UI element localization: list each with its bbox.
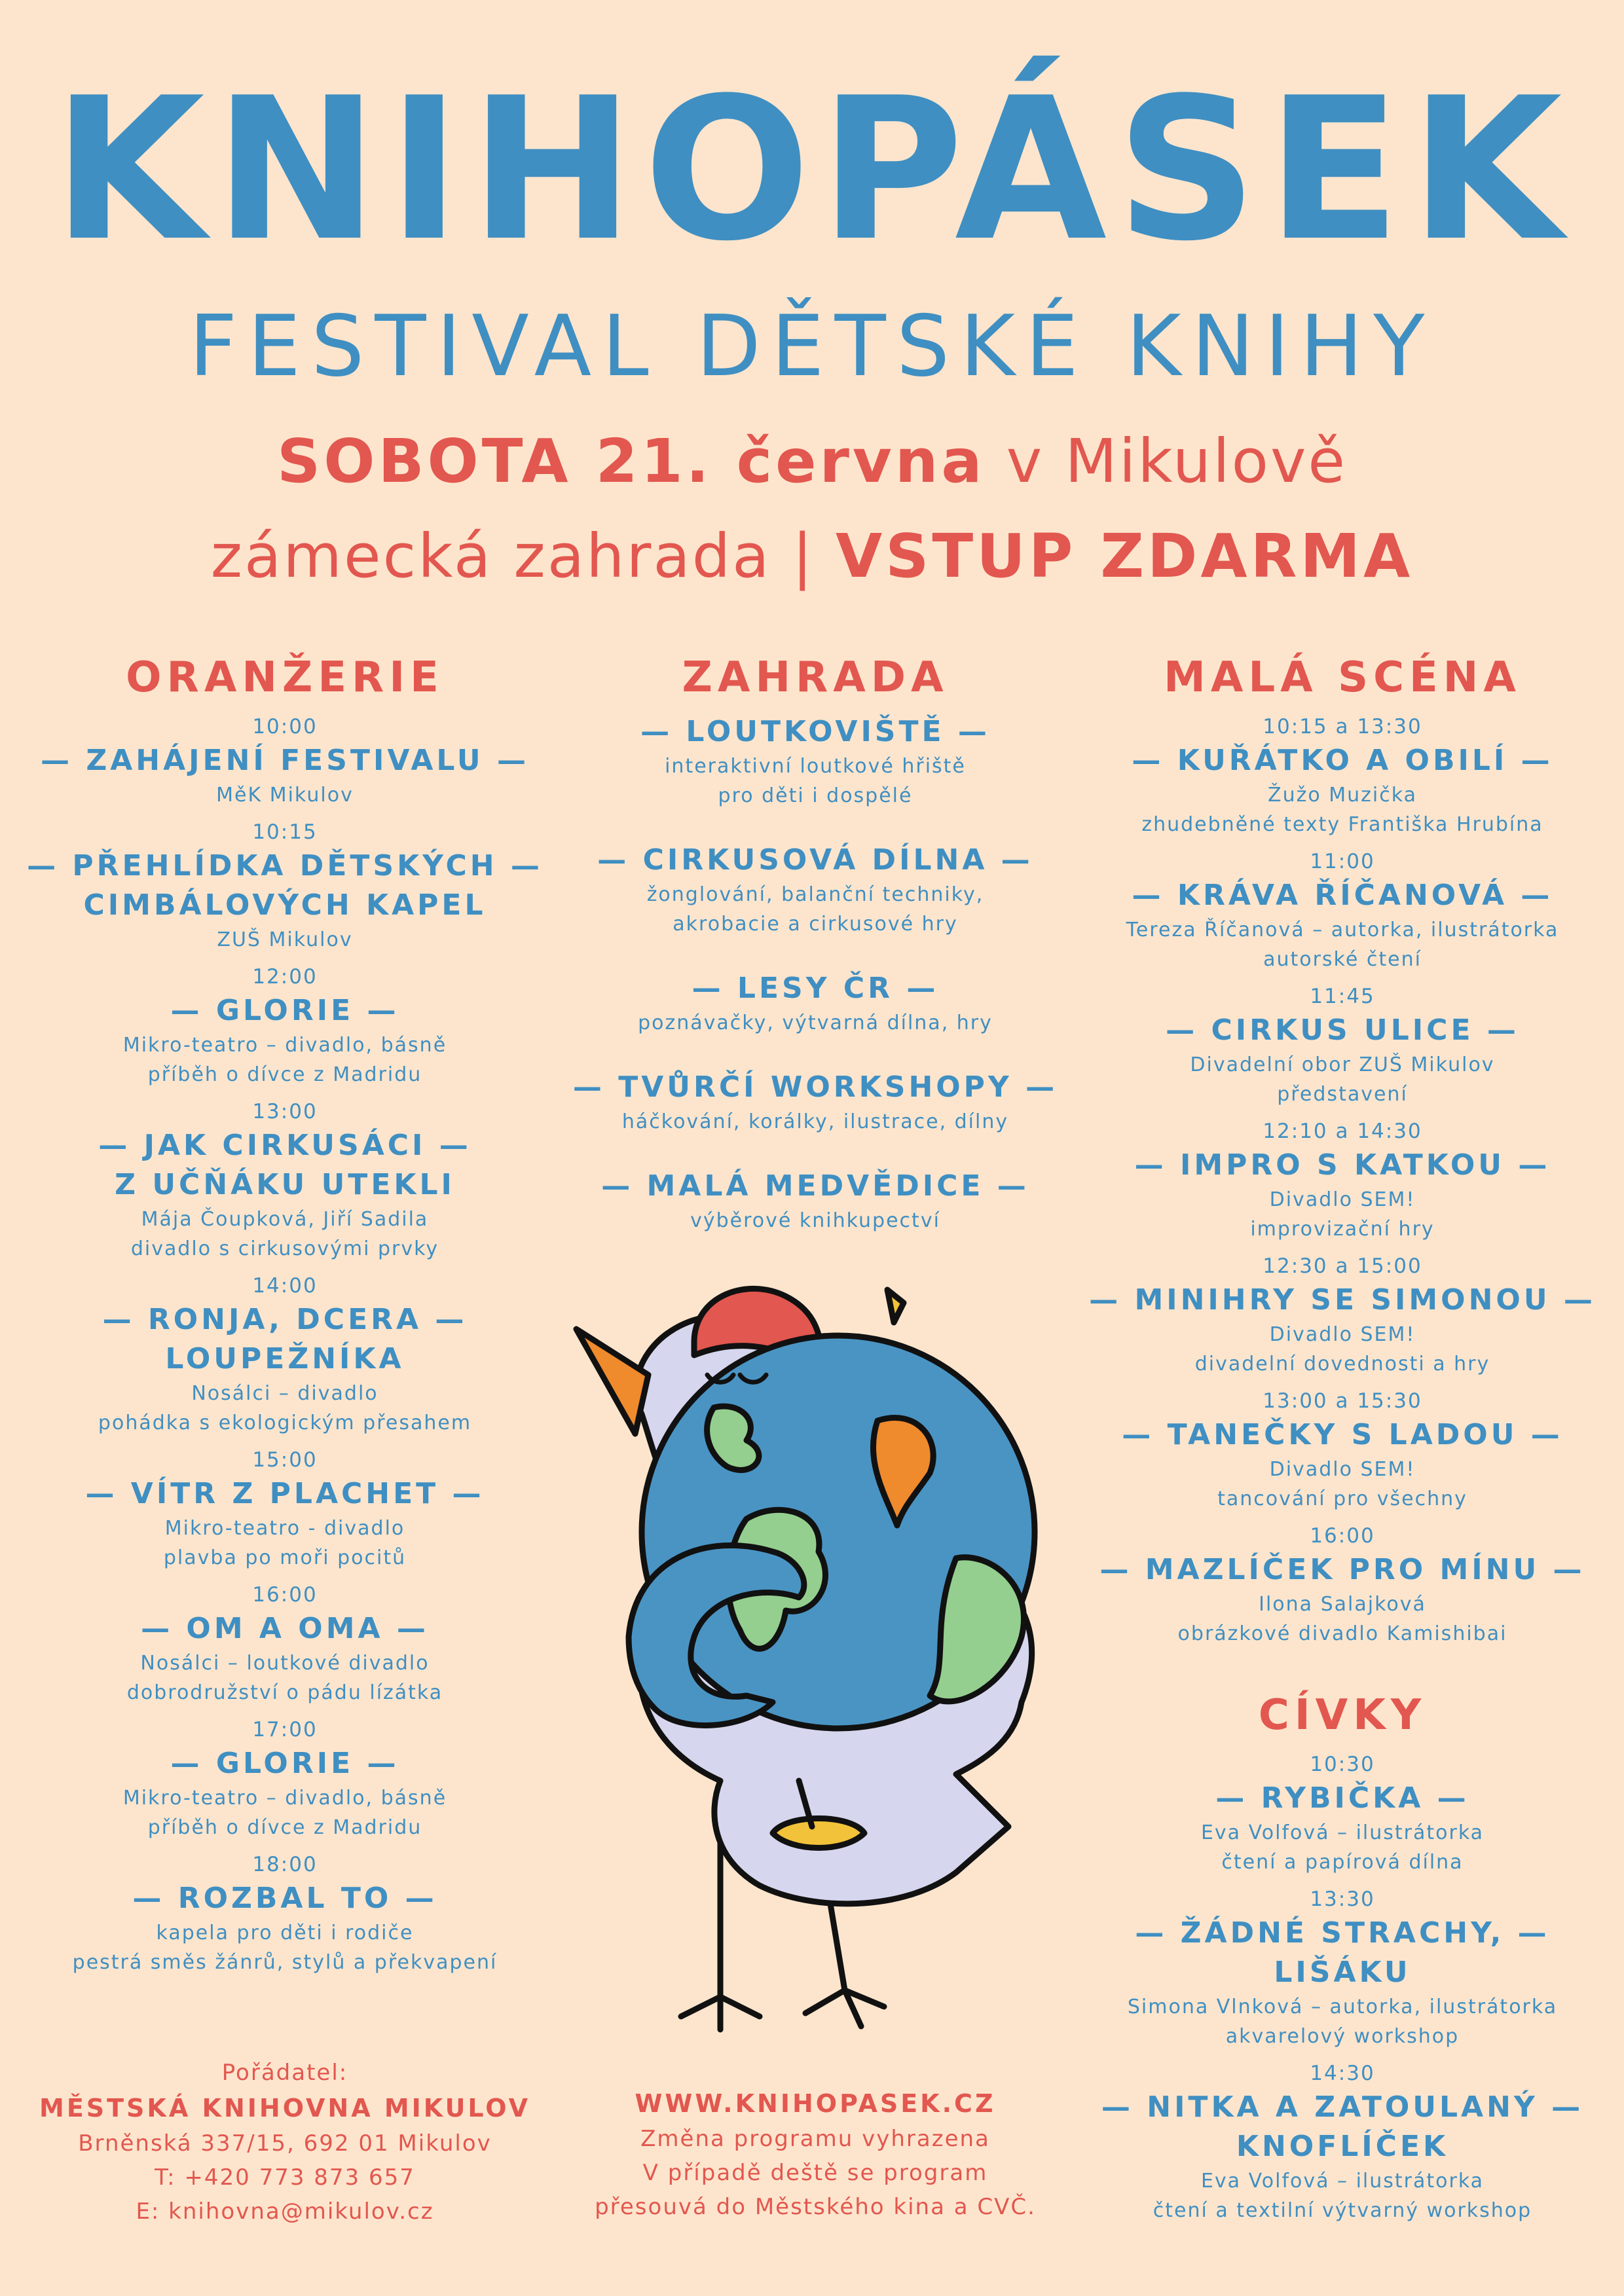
- event-description: plavba po moři pocitů: [163, 1546, 407, 1569]
- program-event: [26, 1446, 544, 1573]
- program-zahrada: [550, 648, 1080, 1266]
- organizer-phone: T: +420 773 873 657: [155, 2164, 415, 2191]
- event-description: Simona Vlnková – autorka, ilustrátorka: [1127, 1995, 1558, 2018]
- event-description: Divadelní obor ZUŠ Mikulov: [1190, 1053, 1495, 1076]
- rain-note: V případě deště se program: [642, 2160, 988, 2186]
- program-event: [26, 962, 544, 1089]
- event-name: — LESY ČR —: [692, 972, 939, 1005]
- info-block: [550, 2085, 1080, 2224]
- program-event: [26, 1097, 544, 1264]
- bird-globe-illustration: [563, 1244, 1087, 2062]
- program-event: [1087, 2059, 1598, 2225]
- event-name: — CIRKUS ULICE —: [1166, 1013, 1519, 1047]
- event-time: 10:15: [252, 820, 318, 844]
- program-event: [1087, 1885, 1598, 2051]
- event-time: 12:00: [252, 965, 318, 989]
- rain-venue-note: přesouvá do Městského kina a CVČ.: [595, 2194, 1036, 2220]
- event-description: Mikro-teatro - divadlo: [164, 1517, 405, 1540]
- event-description: háčkování, korálky, ilustrace, dílny: [621, 1110, 1009, 1133]
- event-description: příběh o dívce z Madridu: [147, 1816, 422, 1839]
- event-time: 13:00: [252, 1100, 318, 1123]
- event-description: Eva Volfová – ilustrátorka: [1200, 2170, 1485, 2193]
- event-description: Eva Volfová – ilustrátorka: [1200, 1821, 1485, 1844]
- event-description: žonglování, balanční techniky,: [646, 883, 984, 906]
- event-time: 10:15 a 13:30: [1263, 715, 1422, 738]
- event-time: 14:00: [252, 1274, 318, 1298]
- program-event: [26, 1850, 544, 1977]
- program-event: [1087, 847, 1598, 974]
- event-description: pestrá směs žánrů, stylů a překvapení: [72, 1951, 498, 1974]
- event-time: 12:10 a 14:30: [1263, 1120, 1422, 1143]
- event-description: ZUŠ Mikulov: [217, 928, 353, 951]
- program-event: [1087, 1387, 1598, 1514]
- event-name: — TANEČKY S LADOU —: [1122, 1418, 1563, 1451]
- program-event: [1087, 1522, 1598, 1649]
- event-time: 13:30: [1310, 1887, 1375, 1911]
- program-event: [550, 712, 1080, 811]
- program-event: [550, 1068, 1080, 1137]
- event-time: 15:00: [252, 1448, 318, 1472]
- section-heading: ORANŽERIE: [126, 653, 444, 702]
- event-description: Mikro-teatro – divadlo, básně: [122, 1034, 447, 1057]
- event-description: Žužo Muzička: [1268, 784, 1417, 807]
- event-name: — PŘEHLÍDKA DĚTSKÝCH — CIMBÁLOVÝCH KAPEL: [27, 849, 543, 922]
- event-name: — KRÁVA ŘÍČANOVÁ —: [1132, 879, 1553, 912]
- event-name: — ŽÁDNÉ STRACHY, — LIŠÁKU: [1135, 1916, 1550, 1989]
- event-name: — JAK CIRKUSÁCI — Z UČŇÁKU UTEKLI: [98, 1129, 471, 1201]
- event-description: poznávačky, výtvarná dílna, hry: [638, 1011, 993, 1034]
- event-description: Divadlo SEM!: [1269, 1188, 1416, 1211]
- event-name: — GLORIE —: [170, 1747, 399, 1780]
- event-time: 17:00: [252, 1718, 318, 1741]
- event-description: divadlo s cirkusovými prvky: [130, 1237, 439, 1260]
- event-description: čtení a textilní výtvarný workshop: [1153, 2199, 1532, 2222]
- event-time: 11:00: [1310, 850, 1375, 873]
- event-time: 11:45: [1310, 985, 1375, 1008]
- event-description: dobrodružství o pádu lízátka: [126, 1681, 443, 1704]
- event-description: tancování pro všechny: [1217, 1487, 1467, 1510]
- program-event: [26, 1271, 544, 1438]
- website-link[interactable]: WWW.KNIHOPASEK.CZ: [635, 2089, 996, 2118]
- event-name: — CIRKUSOVÁ DÍLNA —: [597, 843, 1033, 877]
- event-description: Mikro-teatro – divadlo, básně: [122, 1787, 447, 1810]
- event-description: zhudebněné texty Františka Hrubína: [1141, 813, 1543, 836]
- event-description: Divadlo SEM!: [1269, 1323, 1416, 1346]
- event-description: kapela pro děti i rodiče: [156, 1922, 414, 1944]
- event-description: příběh o dívce z Madridu: [147, 1063, 422, 1086]
- program-event: [1087, 982, 1598, 1109]
- event-description: výběrové knihkupectví: [690, 1209, 940, 1232]
- event-name: — MAZLÍČEK PRO MÍNU —: [1099, 1553, 1585, 1586]
- event-name: — LOUTKOVIŠTĚ —: [640, 715, 990, 748]
- event-description: Nosálci – divadlo: [191, 1382, 378, 1405]
- organizer-name: MĚSTSKÁ KNIHOVNA MIKULOV: [39, 2094, 530, 2123]
- event-description: improvizační hry: [1250, 1218, 1435, 1241]
- event-description: obrázkové divadlo Kamishibai: [1177, 1622, 1507, 1645]
- event-description: Divadlo SEM!: [1269, 1458, 1416, 1481]
- event-description: akvarelový workshop: [1225, 2025, 1460, 2048]
- program-mala-scena: [1087, 648, 1598, 1656]
- event-time: 16:00: [252, 1583, 318, 1607]
- event-description: čtení a papírová dílna: [1221, 1851, 1464, 1874]
- program-event: [550, 969, 1080, 1038]
- program-event: [1087, 1252, 1598, 1379]
- event-description: pro děti i dospělé: [718, 784, 913, 807]
- event-name: — MALÁ MEDVĚDICE —: [601, 1169, 1029, 1203]
- program-event: [1087, 1117, 1598, 1244]
- program-event: [26, 1715, 544, 1842]
- event-name: — GLORIE —: [170, 994, 399, 1027]
- festival-subtitle: FESTIVAL DĚTSKÉ KNIHY: [189, 298, 1435, 395]
- section-heading: ZAHRADA: [682, 653, 949, 702]
- event-name: — ROZBAL TO —: [132, 1882, 437, 1915]
- program-oranzerie: [26, 648, 544, 1985]
- organizer-label: Pořádatel:: [221, 2060, 348, 2086]
- event-name: — RONJA, DCERA — LOUPEŽNÍKA: [102, 1303, 468, 1376]
- entry-free: VSTUP ZDARMA: [835, 521, 1414, 591]
- program-change-note: Změna programu vyhrazena: [640, 2126, 990, 2152]
- event-description: interaktivní loutkové hřiště: [665, 755, 966, 778]
- program-event: [550, 841, 1080, 939]
- event-time: 18:00: [252, 1853, 318, 1876]
- event-name: — KUŘÁTKO A OBILÍ —: [1132, 744, 1553, 777]
- event-name: — RYBIČKA —: [1215, 1781, 1469, 1815]
- place-line: [0, 517, 1624, 596]
- section-heading: MALÁ SCÉNA: [1164, 653, 1521, 702]
- event-name: — NITKA A ZATOULANÝ — KNOFLÍČEK: [1101, 2090, 1584, 2163]
- date-location: v Mikulově: [985, 426, 1348, 496]
- festival-title: KNIHOPÁSEK: [52, 56, 1572, 284]
- venue: zámecká zahrada |: [210, 521, 836, 591]
- program-event: [26, 1580, 544, 1707]
- program-event: [550, 1167, 1080, 1235]
- organizer-address: Brněnská 337/15, 692 01 Mikulov: [78, 2130, 492, 2157]
- event-description: Tereza Říčanová – autorka, ilustrátorka: [1126, 919, 1559, 941]
- event-time: 13:00 a 15:30: [1263, 1389, 1422, 1413]
- event-time: 10:00: [252, 715, 318, 738]
- event-time: 10:30: [1310, 1753, 1375, 1776]
- program-event: [26, 818, 544, 955]
- event-description: představení: [1277, 1083, 1408, 1106]
- event-name: — MINIHRY SE SIMONOU —: [1089, 1283, 1596, 1317]
- organizer-block: [26, 2056, 544, 2229]
- event-time: 14:30: [1310, 2062, 1375, 2085]
- event-description: autorské čtení: [1263, 948, 1422, 971]
- event-name: — VÍTR Z PLACHET —: [85, 1477, 485, 1510]
- event-name: — ZAHÁJENÍ FESTIVALU —: [41, 744, 529, 777]
- section-heading: CÍVKY: [1258, 1691, 1427, 1740]
- event-description: Nosálci – loutkové divadlo: [140, 1652, 430, 1675]
- event-description: Ilona Salajková: [1259, 1593, 1426, 1616]
- program-event: [1087, 1750, 1598, 1877]
- event-description: Mája Čoupková, Jiří Sadila: [141, 1208, 429, 1231]
- event-description: akrobacie a cirkusové hry: [673, 913, 958, 936]
- event-name: — IMPRO S KATKOU —: [1134, 1148, 1551, 1182]
- program-event: [26, 712, 544, 810]
- date-bold: SOBOTA 21. června: [276, 426, 986, 496]
- program-civky: [1087, 1686, 1598, 2233]
- date-line: [0, 422, 1624, 501]
- event-description: divadelní dovednosti a hry: [1194, 1353, 1490, 1376]
- event-description: pohádka s ekologickým přesahem: [98, 1412, 472, 1434]
- event-time: 16:00: [1310, 1524, 1375, 1548]
- program-event: [1087, 712, 1598, 839]
- event-time: 12:30 a 15:00: [1263, 1254, 1422, 1278]
- event-description: MěK Mikulov: [216, 784, 354, 807]
- event-name: — OM A OMA —: [141, 1612, 429, 1645]
- event-name: — TVŮRČÍ WORKSHOPY —: [572, 1070, 1058, 1104]
- organizer-email: E: knihovna@mikulov.cz: [136, 2198, 434, 2225]
